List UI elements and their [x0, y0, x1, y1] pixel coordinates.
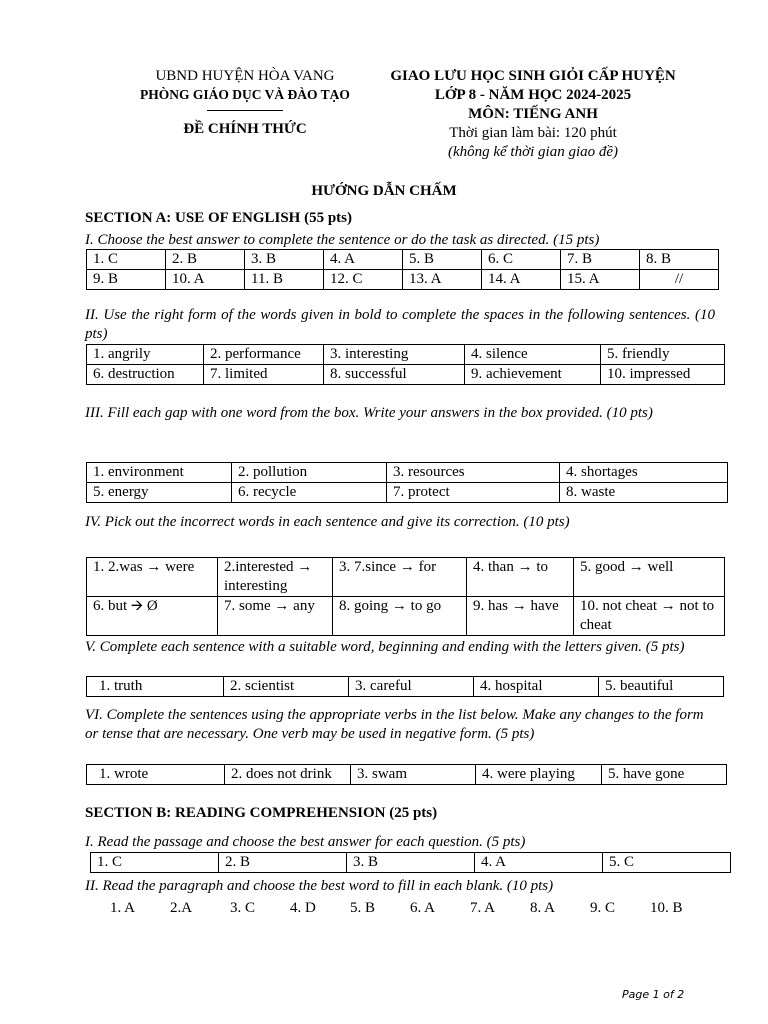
part6-instruction: VI. Complete the sentences using the appropriate verbs in the list below. Make any changes to the form or tense that are necessary. One verb may be used in negative form. (5 pts)	[85, 707, 704, 742]
official-label: ĐỀ CHÍNH THỨC	[183, 121, 307, 137]
reading-part2-instruction: II. Read the paragraph and choose the best word to fill in each blank. (10 pts)	[85, 878, 554, 894]
answer-cell: 6. recycle	[232, 483, 387, 503]
header-divider	[207, 110, 283, 111]
answer-cell: 9. achievement	[465, 365, 601, 385]
table-row	[91, 853, 731, 873]
answer-item: 9. C	[590, 900, 616, 916]
table-row	[87, 463, 728, 483]
reading-part1-answer-table	[90, 852, 731, 873]
grade-year: LỚP 8 - NĂM HỌC 2024-2025	[434, 87, 632, 103]
table-row	[87, 483, 728, 503]
answer-cell: 1. C	[91, 853, 219, 873]
answer-cell: 8. B	[640, 250, 719, 270]
answer-item: 6. A	[410, 900, 436, 916]
answer-cell: 2. pollution	[232, 463, 387, 483]
answer-item: 3. C	[230, 900, 256, 916]
part6-answer-table	[86, 764, 727, 785]
exam-title: GIAO LƯU HỌC SINH GIỎI CẤP HUYỆN	[390, 68, 676, 84]
answer-cell: 8. successful	[324, 365, 465, 385]
part4-instruction: IV. Pick out the incorrect words in each sentence and give its correction. (10 pts)	[85, 514, 570, 530]
answer-cell: 9. has → have	[467, 597, 574, 636]
answer-cell: 9. B	[87, 270, 166, 290]
answer-cell: 7. some → any	[218, 597, 333, 636]
answer-cell: 10. not cheat → not to cheat	[574, 597, 725, 636]
table-row	[87, 558, 725, 597]
answer-cell: 2. B	[219, 853, 347, 873]
answer-cell: 5. energy	[87, 483, 232, 503]
answer-cell: 4. shortages	[560, 463, 728, 483]
answer-cell: 8. waste	[560, 483, 728, 503]
exam-time-note: (không kể thời gian giao đề)	[447, 144, 619, 160]
part3-answer-table	[86, 462, 728, 503]
answer-cell: 5. good → well	[574, 558, 725, 597]
answer-item: 7. A	[470, 900, 496, 916]
part4-answer-table	[86, 557, 725, 636]
answer-cell: 5. beautiful	[599, 677, 724, 697]
table-row	[87, 765, 727, 785]
table-row	[87, 677, 724, 697]
table-row	[87, 270, 719, 290]
answer-item: 8. A	[530, 900, 556, 916]
reading-part1-instruction: I. Read the passage and choose the best answer for each question. (5 pts)	[85, 834, 526, 850]
answer-cell: 3. interesting	[324, 345, 465, 365]
answer-cell: 4. hospital	[474, 677, 599, 697]
answer-cell: 2. does not drink	[225, 765, 351, 785]
answer-cell: 4. were playing	[476, 765, 602, 785]
answer-cell: 3. resources	[387, 463, 560, 483]
answer-item: 4. D	[290, 900, 316, 916]
part2-instruction: II. Use the right form of the words given in bold to complete the spaces in the following sentences. (10 pts)	[85, 307, 715, 342]
answer-item: 5. B	[350, 900, 376, 916]
answer-cell: 10. A	[166, 270, 245, 290]
subject: MÔN: TIẾNG ANH	[468, 106, 598, 122]
answer-cell: 5. C	[603, 853, 731, 873]
answer-cell: 2. B	[166, 250, 245, 270]
answer-cell: 6. C	[482, 250, 561, 270]
answer-cell: 2. scientist	[224, 677, 349, 697]
answer-cell: 5. have gone	[602, 765, 727, 785]
answer-cell: 4. than → to	[467, 558, 574, 597]
answer-cell: 1. wrote	[87, 765, 225, 785]
answer-cell: //	[640, 270, 719, 290]
answer-cell: 15. A	[561, 270, 640, 290]
answer-cell: 7. B	[561, 250, 640, 270]
answer-cell: 4. silence	[465, 345, 601, 365]
answer-cell: 3. B	[245, 250, 324, 270]
page-number: Page 1 of 2	[622, 988, 685, 1001]
answer-cell: 3. careful	[349, 677, 474, 697]
table-row	[87, 345, 725, 365]
part2-answer-table	[86, 344, 725, 385]
answer-item: 1. A	[110, 900, 136, 916]
answer-cell: 3. swam	[351, 765, 476, 785]
part1-answer-table	[86, 249, 719, 290]
part1-instruction: I. Choose the best answer to complete the sentence or do the task as directed. (15 pts)	[85, 232, 600, 248]
answer-cell: 1. truth	[87, 677, 224, 697]
answer-cell: 6. destruction	[87, 365, 204, 385]
district-name: UBND HUYỆN HÒA VANG	[155, 68, 335, 84]
answer-cell: 1. angrily	[87, 345, 204, 365]
answer-cell: 6. but 🡪 Ø	[87, 597, 218, 636]
part5-instruction: V. Complete each sentence with a suitable word, beginning and ending with the letters given. (5 pts)	[85, 639, 685, 655]
answer-cell: 14. A	[482, 270, 561, 290]
answer-cell: 3. B	[347, 853, 475, 873]
answer-cell: 7. limited	[204, 365, 324, 385]
answer-item: 2.A	[170, 900, 193, 916]
exam-time: Thời gian làm bài: 120 phút	[449, 125, 617, 141]
answer-cell: 2.interested → interesting	[218, 558, 333, 597]
answer-cell: 5. friendly	[601, 345, 725, 365]
answer-cell: 2. performance	[204, 345, 324, 365]
section-a-title: SECTION A: USE OF ENGLISH (55 pts)	[85, 210, 352, 226]
answer-cell: 11. B	[245, 270, 324, 290]
table-row	[87, 365, 725, 385]
answer-cell: 12. C	[324, 270, 403, 290]
section-b-title: SECTION B: READING COMPREHENSION (25 pts)	[85, 805, 438, 821]
answer-cell: 4. A	[324, 250, 403, 270]
answer-cell: 10. impressed	[601, 365, 725, 385]
answer-cell: 1. C	[87, 250, 166, 270]
guide-title: HƯỚNG DẪN CHẤM	[311, 183, 457, 199]
answer-cell: 1. environment	[87, 463, 232, 483]
answer-cell: 5. B	[403, 250, 482, 270]
part3-instruction: III. Fill each gap with one word from the box. Write your answers in the box provided. (10 pts)	[85, 405, 653, 421]
header-right	[348, 67, 718, 162]
answer-cell: 1. 2.was → were	[87, 558, 218, 597]
answer-cell: 13. A	[403, 270, 482, 290]
answer-item: 10. B	[650, 900, 683, 916]
answer-cell: 3. 7.since → for	[333, 558, 467, 597]
answer-cell: 7. protect	[387, 483, 560, 503]
department-name: PHÒNG GIÁO DỤC VÀ ĐÀO TẠO	[140, 87, 350, 102]
answer-cell: 8. going → to go	[333, 597, 467, 636]
reading-part2-answers	[110, 900, 710, 917]
table-row	[87, 597, 725, 636]
answer-cell: 4. A	[475, 853, 603, 873]
table-row	[87, 250, 719, 270]
part5-answer-table	[86, 676, 724, 697]
